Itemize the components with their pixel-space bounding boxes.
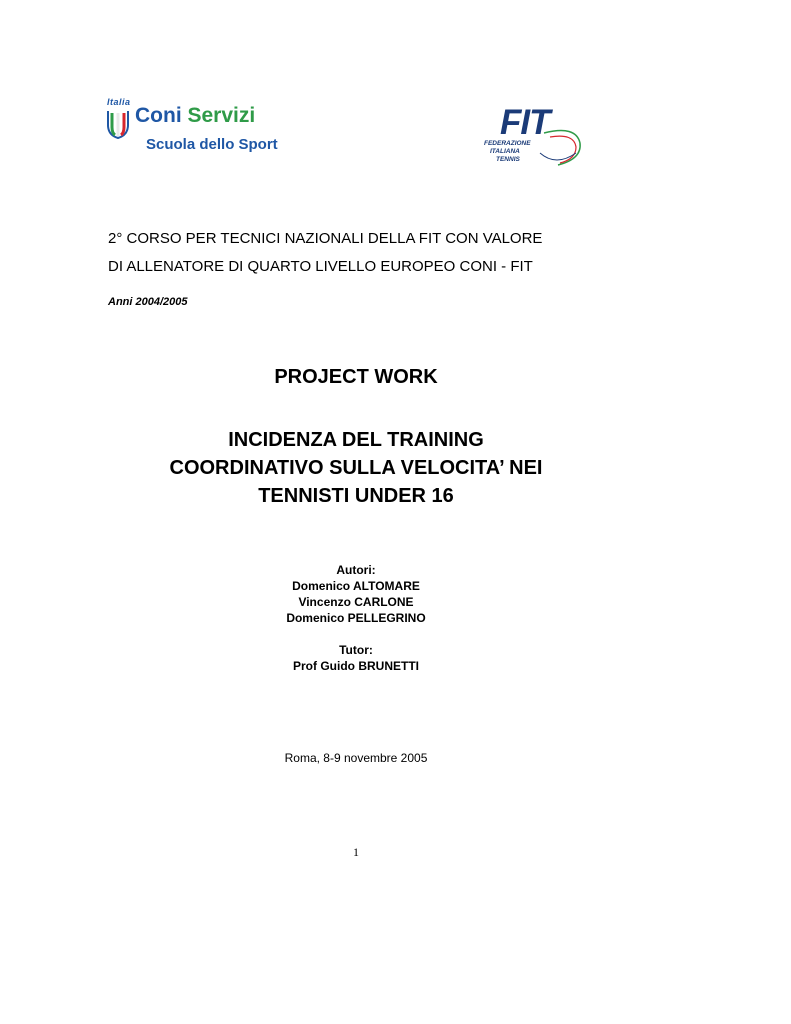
project-title-line-1: INCIDENZA DEL TRAINING	[228, 429, 484, 451]
coni-servizi-logo	[100, 97, 300, 159]
project-title-line-3: TENNISTI UNDER 16	[258, 485, 454, 507]
project-work-heading: PROJECT WORK	[274, 366, 438, 388]
author-name: Vincenzo CARLONE	[298, 595, 414, 609]
fit-logo	[478, 105, 586, 170]
course-description-line-1: 2° CORSO PER TECNICI NAZIONALI DELLA FIT CON VALORE	[108, 230, 543, 247]
tennis-ball-swoosh-icon	[536, 123, 586, 168]
fit-line-federazione: FEDERAZIONE	[484, 140, 531, 147]
authors-label: Autori:	[336, 563, 376, 577]
author-name: Domenico PELLEGRINO	[286, 611, 426, 625]
place-and-date: Roma, 8-9 novembre 2005	[284, 751, 428, 765]
course-description-line-2: DI ALLENATORE DI QUARTO LIVELLO EUROPEO CONI - FIT	[108, 258, 533, 275]
project-title-line-2: COORDINATIVO SULLA VELOCITA’ NEI	[169, 457, 543, 479]
coni-word: Coni	[135, 104, 182, 127]
academic-years: Anni 2004/2005	[108, 296, 188, 308]
coni-logo-subtitle: Scuola dello Sport	[146, 136, 278, 153]
fit-line-tennis: TENNIS	[496, 156, 520, 163]
coni-italia-label: Italia	[107, 97, 131, 107]
fit-acronym: FIT	[500, 103, 550, 142]
page-number: 1	[353, 845, 359, 859]
tutor-label: Tutor:	[339, 643, 373, 657]
fit-line-italiana: ITALIANA	[490, 148, 520, 155]
coni-shield-icon	[106, 109, 130, 139]
coni-logo-title	[135, 104, 255, 128]
author-name: Domenico ALTOMARE	[292, 579, 420, 593]
servizi-word: Servizi	[187, 104, 256, 127]
tutor-name: Prof Guido BRUNETTI	[293, 659, 419, 673]
